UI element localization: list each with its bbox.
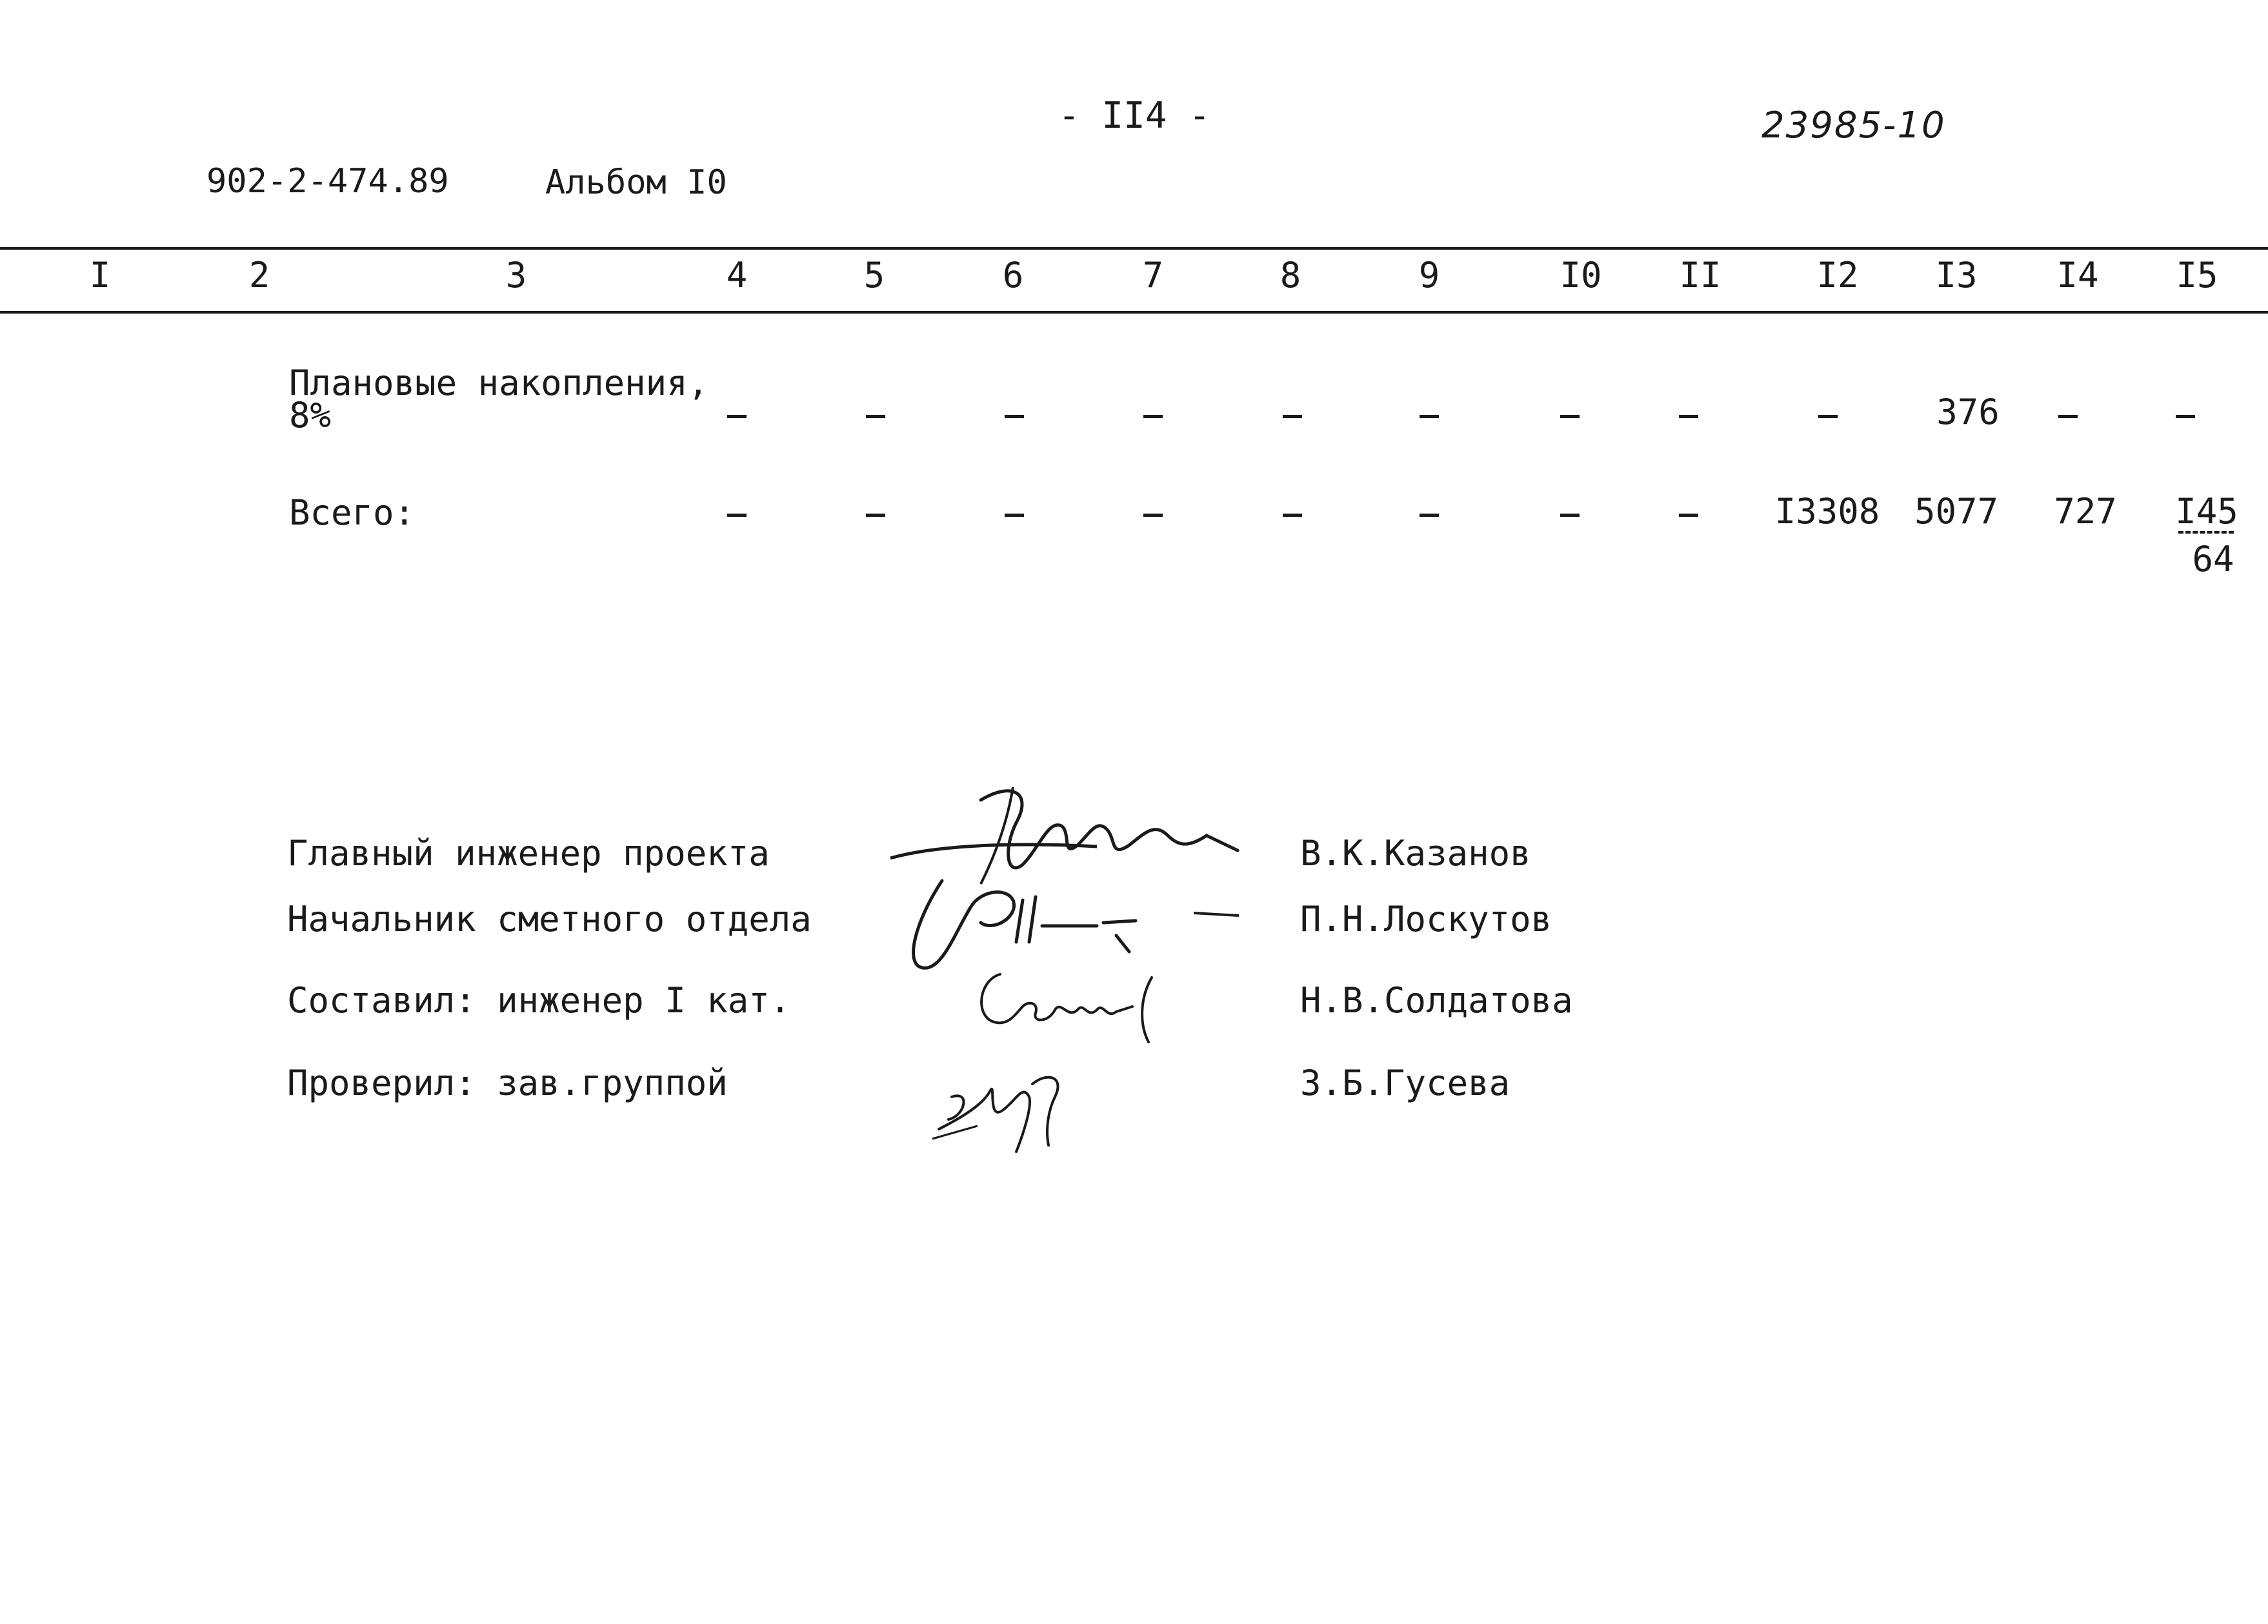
row-label: Плановые накопления, [289, 363, 709, 403]
signature-name: В.К.Казанов [1300, 833, 1531, 874]
column-header: II [1679, 255, 1721, 296]
fraction-denominator: 64 [2192, 539, 2234, 579]
signature-name: П.Н.Лоскутов [1300, 899, 1552, 939]
column-header: I0 [1560, 255, 1602, 296]
document-code: 902-2-474.89 [206, 162, 449, 201]
table-cell: I3308 [1774, 491, 1880, 532]
signature-role: Проверил: зав.группой [287, 1063, 728, 1103]
column-header: I5 [2176, 255, 2218, 296]
column-header: 4 [726, 255, 748, 296]
signature-name: Н.В.Солдатова [1300, 980, 1573, 1021]
column-header: 9 [1418, 255, 1440, 296]
column-header: I [89, 255, 111, 296]
signature-role: Составил: инженер I кат. [287, 980, 791, 1021]
column-header: 2 [248, 255, 270, 296]
column-header: 3 [505, 255, 527, 296]
handwritten-signature-estimates-head [903, 861, 1252, 977]
table-cell: 727 [2054, 491, 2117, 532]
column-header: 8 [1280, 255, 1301, 296]
column-header: 7 [1142, 255, 1164, 296]
signature-role: Главный инженер проекта [287, 833, 770, 874]
document-stamp: 23985-10 [1761, 105, 1946, 146]
table-top-rule [0, 247, 2268, 250]
column-header: I2 [1816, 255, 1859, 296]
handwritten-signature-compiler [971, 961, 1178, 1045]
fraction-numerator: I45 [2175, 491, 2238, 532]
handwritten-signature-checker [926, 1058, 1081, 1155]
page-number: - II4 - [1058, 95, 1211, 137]
signature-role: Начальник сметного отдела [287, 899, 812, 939]
table-header-bottom-rule [0, 311, 2268, 314]
table-cell: 376 [1936, 392, 2000, 432]
table-cell: 5077 [1914, 491, 1999, 532]
column-header: 5 [863, 255, 885, 296]
album-label: Альбом I0 [545, 163, 727, 202]
row-label: Всего: [289, 492, 416, 533]
signature-name: З.Б.Гусева [1300, 1063, 1510, 1103]
fraction-bar [2178, 531, 2234, 534]
column-header: 6 [1002, 255, 1024, 296]
row-label-percent: 8% [289, 395, 332, 436]
column-header: I4 [2056, 255, 2099, 296]
column-header: I3 [1935, 255, 1978, 296]
